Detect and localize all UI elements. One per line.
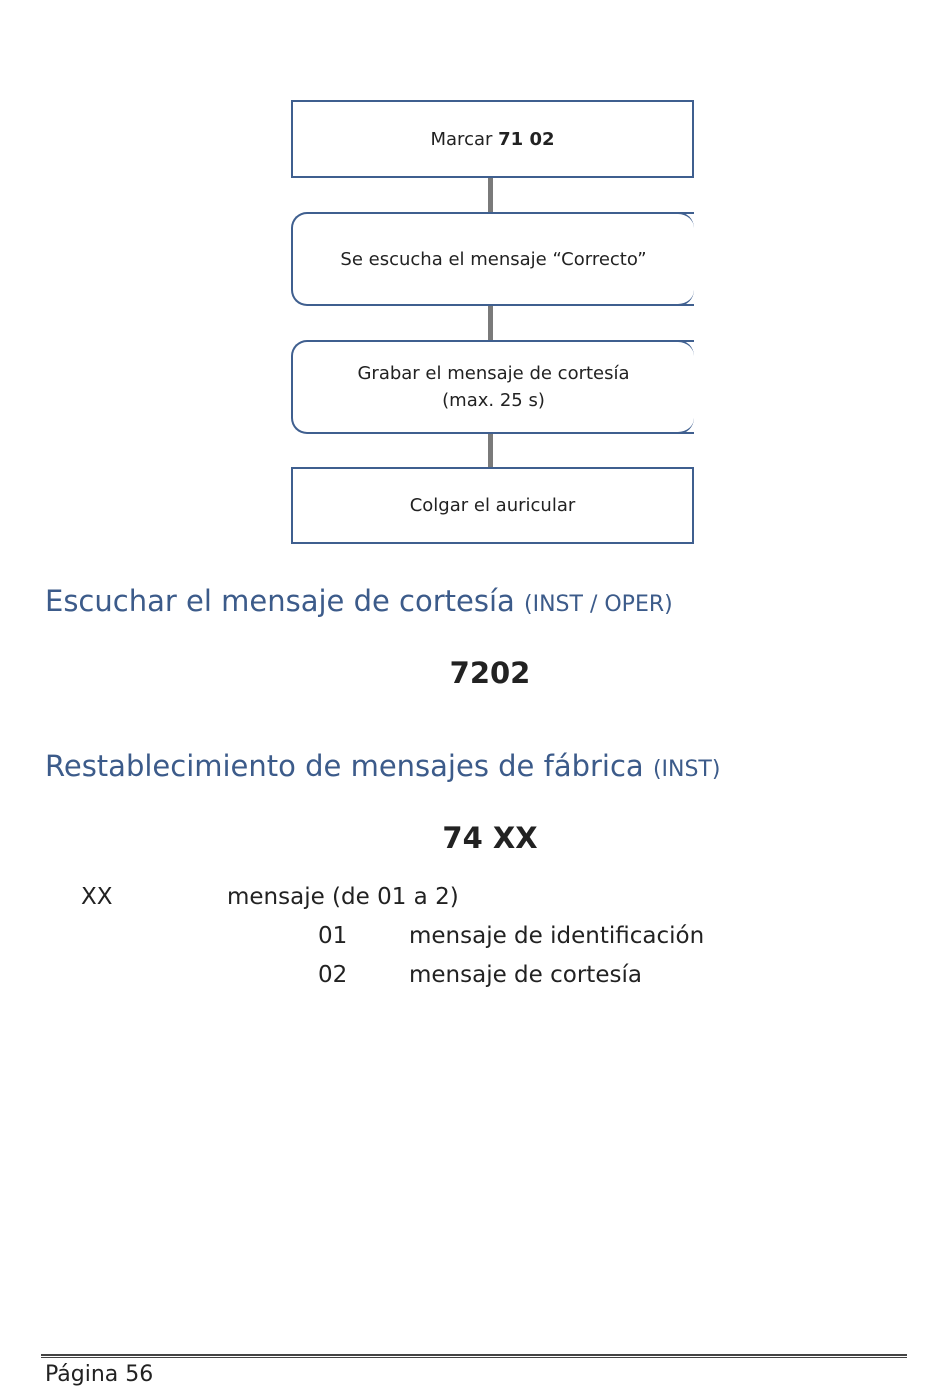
option-label: mensaje de identificación bbox=[409, 923, 705, 949]
flow-step-record bbox=[291, 340, 694, 434]
param-description: mensaje (de 01 a 2) bbox=[227, 884, 459, 910]
option-code: 01 bbox=[318, 923, 348, 949]
flow-step-dial-text bbox=[431, 126, 555, 153]
flow-step-record-line2: (max. 25 s) bbox=[442, 390, 545, 411]
option-label: mensaje de cortesía bbox=[409, 962, 642, 988]
page-number: Página 56 bbox=[45, 1362, 154, 1387]
flow-step-dial bbox=[291, 100, 694, 178]
section-heading-listen-tag: (INST / OPER) bbox=[524, 592, 673, 617]
flow-step-dial-code: 71 02 bbox=[498, 128, 555, 150]
code-listen: 7202 bbox=[449, 656, 531, 690]
flow-step-hangup-text: Colgar el auricular bbox=[409, 495, 576, 516]
flow-connector bbox=[488, 434, 493, 468]
footer-divider bbox=[41, 1354, 907, 1358]
section-heading-reset bbox=[45, 749, 720, 783]
flow-box-edge bbox=[674, 340, 694, 434]
code-reset: 74 XX bbox=[442, 821, 538, 855]
flow-step-correct-text: Se escucha el mensaje “Correcto” bbox=[340, 248, 647, 270]
flow-step-correct bbox=[291, 212, 694, 306]
option-code: 02 bbox=[318, 962, 348, 988]
flow-box-edge bbox=[674, 212, 694, 306]
section-heading-reset-tag: (INST) bbox=[652, 757, 721, 782]
section-heading-listen-title: Escuchar el mensaje de cortesía bbox=[45, 584, 525, 618]
flow-connector bbox=[488, 178, 493, 212]
param-name: XX bbox=[81, 884, 113, 910]
flow-connector bbox=[488, 306, 493, 340]
section-heading-listen bbox=[45, 584, 673, 618]
flow-step-dial-prefix: Marcar bbox=[430, 128, 499, 150]
flow-step-hangup bbox=[291, 467, 694, 544]
section-heading-reset-title: Restablecimiento de mensajes de fábrica bbox=[45, 749, 653, 783]
flow-step-record-line1: Grabar el mensaje de cortesía bbox=[357, 363, 630, 384]
